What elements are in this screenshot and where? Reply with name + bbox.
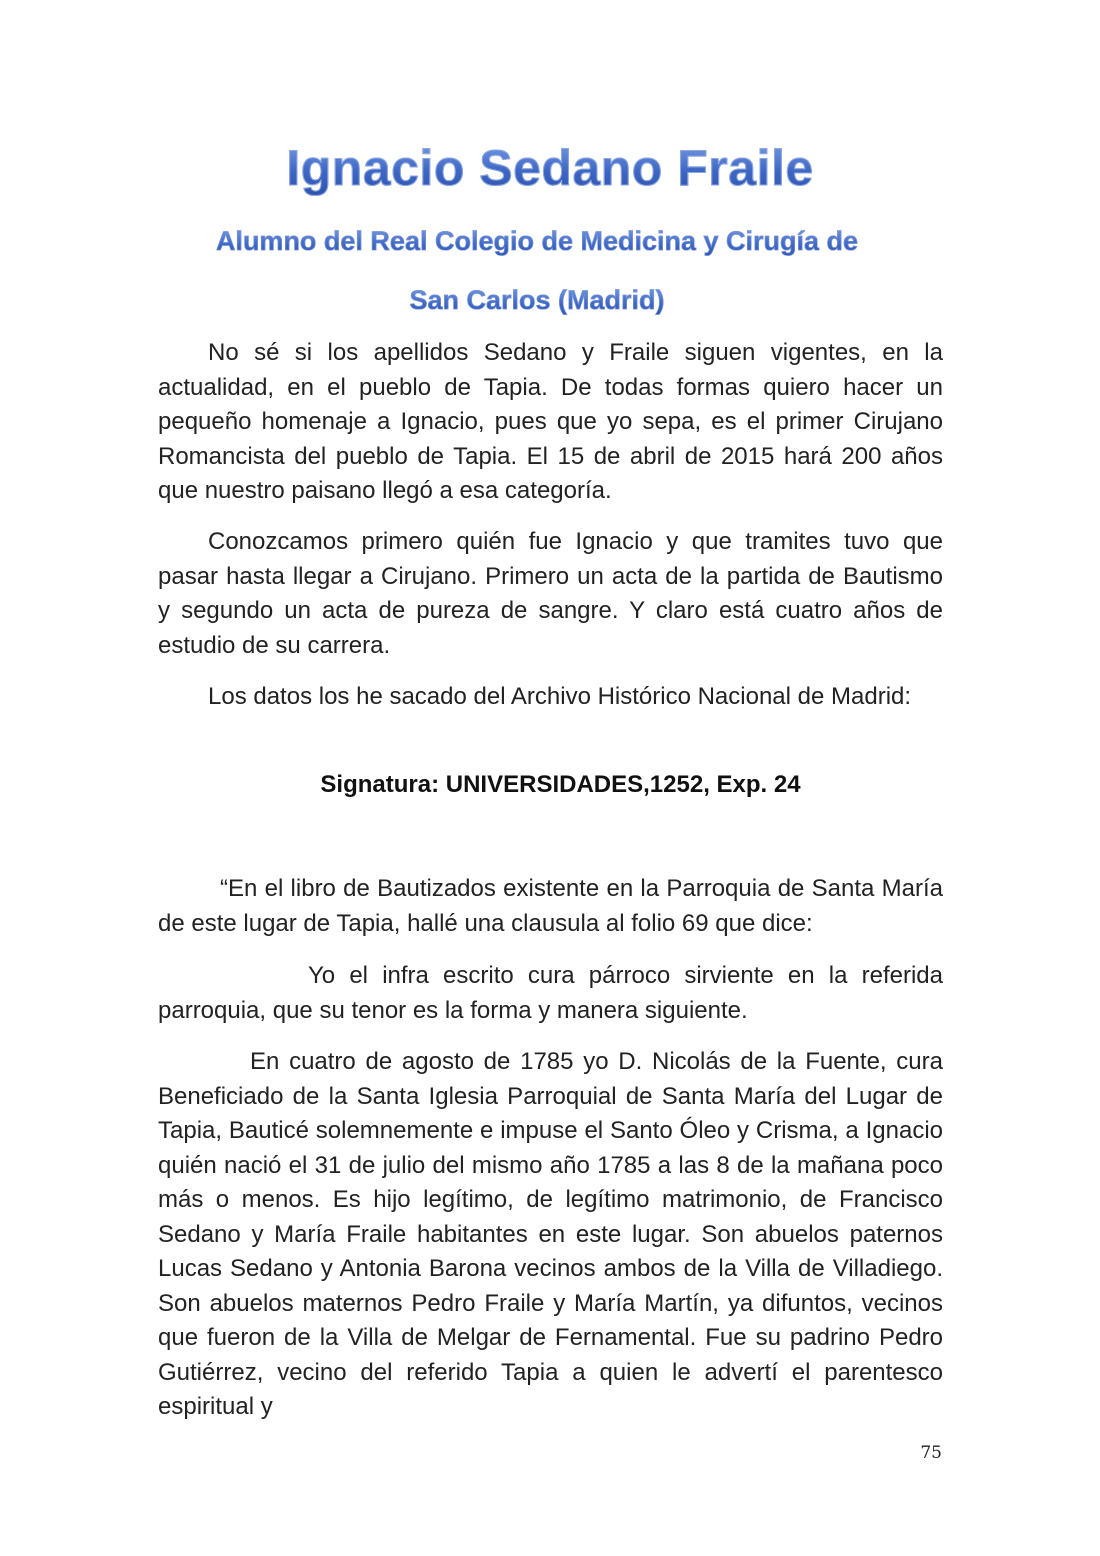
- paragraph-intro: No sé si los apellidos Sedano y Fraile siguen vigentes, en la actualidad, en el pueblo de Tapia. De todas formas quiero hacer un pequeño homenaje a Ignacio, pues que yo sepa, es el primer Cirujano Romancista del pueblo de Tapia. El 15 de abril de 2015 hará 200 años que nuestro paisano llegó a esa categoría.: [158, 339, 943, 504]
- quote-paragraph-3: En cuatro de agosto de 1785 yo D. Nicolás de la Fuente, cura Beneficiado de la Santa Iglesia Parroquial de Santa María del Lugar de Tapia, Bauticé solemnemente e impuse el Santo Óleo y Crisma, a Ignacio quién nació el 31 de julio del mismo año 1785 a las 8 de la mañana poco más o menos. Es hijo legítimo, de legítimo matrimonio, de Francisco Sedano y María Fraile habitantes en este lugar. Son abuelos paternos Lucas Sedano y Antonia Barona vecinos ambos de la Villa de Villadiego. Son abuelos maternos Pedro Fraile y María Martín, ya difuntos, vecinos que fueron de la Villa de Melgar de Fernamental. Fue su padrino Pedro Gutiérrez, vecino del referido Tapia a quien le advertí el parentesco espiritual y: [158, 1048, 943, 1420]
- paragraph-process: Conozcamos primero quién fue Ignacio y que tramites tuvo que pasar hasta llegar a Cirujano. Primero un acta de la partida de Bautismo y segundo un acta de pureza de sangre. Y claro está cuatro años de estudio de su carrera.: [158, 528, 943, 659]
- page-title: Ignacio Sedano Fraile: [0, 138, 1100, 198]
- subtitle-line-1: Alumno del Real Colegio de Medicina y Cirugía de: [0, 223, 1074, 259]
- archive-signature: Signatura: UNIVERSIDADES,1252, Exp. 24: [320, 771, 801, 798]
- quote-paragraph-2: Yo el infra escrito cura párroco sirviente en la referida parroquia, que su tenor es la forma y manera siguiente.: [158, 962, 943, 1024]
- paragraph-source: Los datos los he sacado del Archivo Histórico Nacional de Madrid:: [208, 683, 912, 710]
- quote-paragraph-1: “En el libro de Bautizados existente en la Parroquia de Santa María de este lugar de Tapia, hallé una clausula al folio 69 que dice:: [158, 875, 943, 937]
- page-number: 75: [920, 1443, 942, 1463]
- subtitle-line-2: San Carlos (Madrid): [0, 282, 1074, 318]
